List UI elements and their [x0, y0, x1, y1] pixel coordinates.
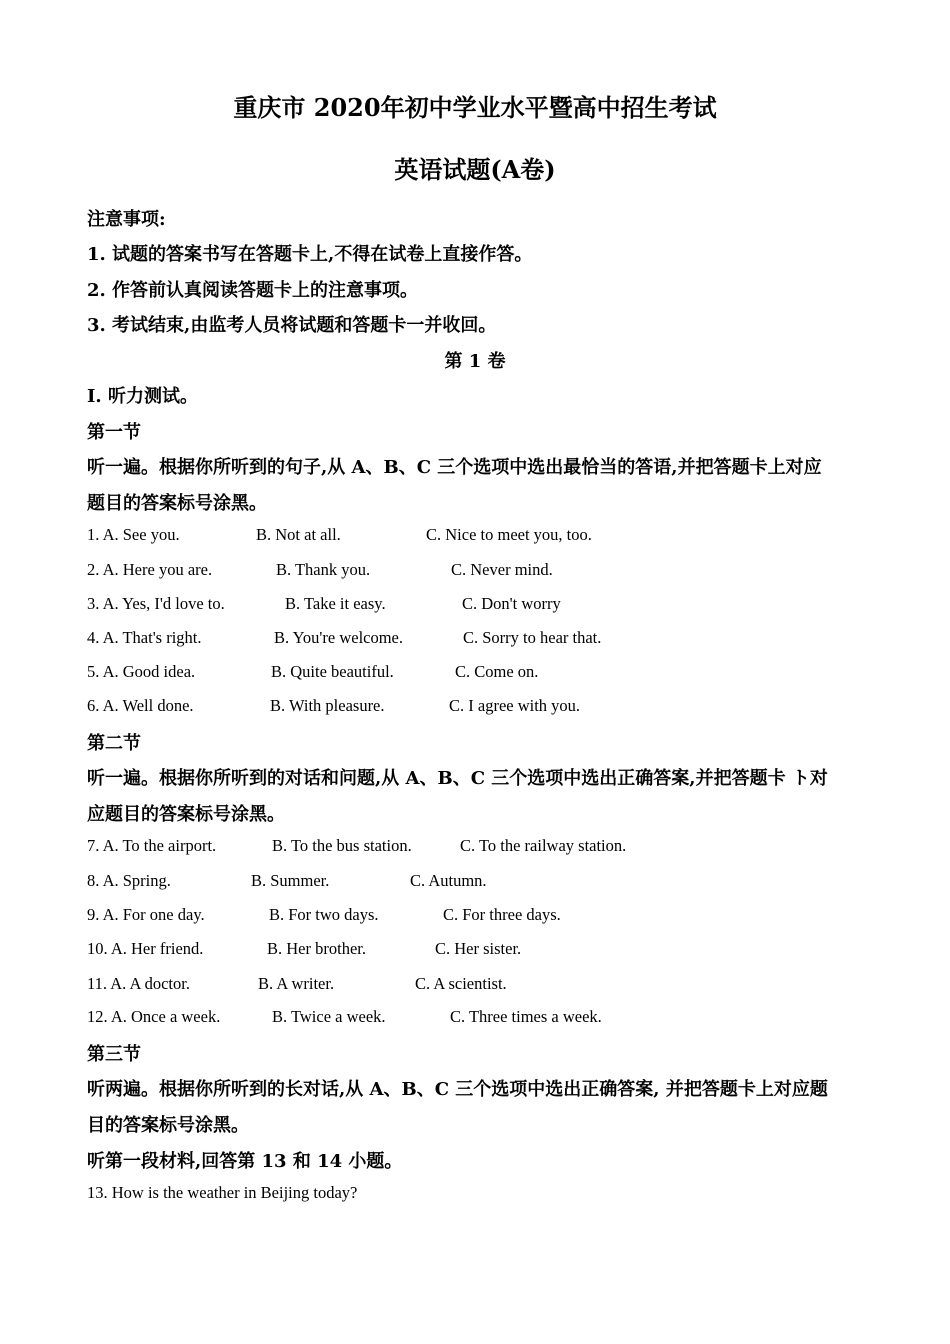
option-c: C. Come on.	[455, 662, 539, 681]
section3-instruction-line1: 听两遍。根据你所听到的长对话,从 A、B、C 三个选项中选出正确答案, 并把答题卡上对应题	[87, 1079, 828, 1100]
notice-item-1: 1. 试题的答案书写在答题卡上,不得在试卷上直接作答。	[87, 244, 533, 265]
volume-label: 第 1 卷	[444, 351, 506, 372]
option-b: B. To the bus station.	[272, 836, 412, 855]
option-c: C. Autumn.	[410, 871, 487, 890]
option-c: C. Her sister.	[435, 939, 522, 958]
section2-instruction-line1: 听一遍。根据你所听到的对话和问题,从 A、B、C 三个选项中选出正确答案,并把答题卡 ト对	[87, 768, 828, 789]
option-a: 7. A. To the airport.	[87, 836, 217, 855]
section3-instruction-line2: 目的答案标号涂黑。	[87, 1115, 249, 1136]
exam-title: 重庆市 2020年初中学业水平暨高中招生考试	[233, 93, 717, 122]
option-c: C. Nice to meet you, too.	[426, 525, 592, 544]
option-b: B. Thank you.	[276, 560, 371, 579]
section2-title: 第二节	[87, 733, 141, 754]
option-c: C. To the railway station.	[460, 836, 627, 855]
option-c: C. A scientist.	[415, 974, 507, 993]
option-a: 12. A. Once a week.	[87, 1007, 221, 1026]
option-b: B. Twice a week.	[272, 1007, 386, 1026]
option-a: 3. A. Yes, I'd love to.	[87, 594, 225, 613]
option-b: B. Not at all.	[256, 525, 341, 544]
option-b: B. Take it easy.	[285, 594, 386, 613]
passage-intro: 听第一段材料,回答第 13 和 14 小题。	[87, 1151, 403, 1172]
option-b: B. Her brother.	[267, 939, 366, 958]
option-c: C. Three times a week.	[450, 1007, 602, 1026]
option-c: C. Sorry to hear that.	[463, 628, 602, 647]
option-b: B. A writer.	[258, 974, 335, 993]
option-c: C. I agree with you.	[449, 696, 581, 715]
option-a: 9. A. For one day.	[87, 905, 205, 924]
option-a: 4. A. That's right.	[87, 628, 202, 647]
question-13: 13. How is the weather in Beijing today?	[87, 1183, 358, 1202]
option-a: 10. A. Her friend.	[87, 939, 204, 958]
exam-subtitle: 英语试题(A卷)	[394, 155, 556, 184]
option-a: 8. A. Spring.	[87, 871, 171, 890]
section2-instruction-line2: 应题目的答案标号涂黑。	[87, 804, 285, 825]
option-b: B. Summer.	[251, 871, 330, 890]
option-b: B. For two days.	[269, 905, 379, 924]
option-c: C. Never mind.	[451, 560, 553, 579]
section3-title: 第三节	[87, 1044, 141, 1065]
section1-instruction-line1: 听一遍。根据你所听到的句子,从 A、B、C 三个选项中选出最恰当的答语,并把答题卡上对应	[87, 457, 822, 478]
option-a: 6. A. Well done.	[87, 696, 194, 715]
option-c: C. For three days.	[443, 905, 561, 924]
part1-title: I. 听力测试。	[87, 386, 198, 407]
notice-item-2: 2. 作答前认真阅读答题卡上的注意事项。	[87, 280, 419, 301]
notice-heading: 注意事项:	[87, 209, 166, 230]
option-a: 1. A. See you.	[87, 525, 180, 544]
section1-title: 第一节	[87, 422, 141, 443]
option-b: B. Quite beautiful.	[271, 662, 394, 681]
option-a: 2. A. Here you are.	[87, 560, 213, 579]
option-c: C. Don't worry	[462, 594, 561, 613]
option-a: 5. A. Good idea.	[87, 662, 196, 681]
option-b: B. With pleasure.	[270, 696, 385, 715]
notice-item-3: 3. 考试结束,由监考人员将试题和答题卡一并收回。	[87, 315, 497, 336]
section1-instruction-line2: 题目的答案标号涂黑。	[87, 493, 267, 514]
option-b: B. You're welcome.	[274, 628, 404, 647]
option-a: 11. A. A doctor.	[87, 974, 190, 993]
